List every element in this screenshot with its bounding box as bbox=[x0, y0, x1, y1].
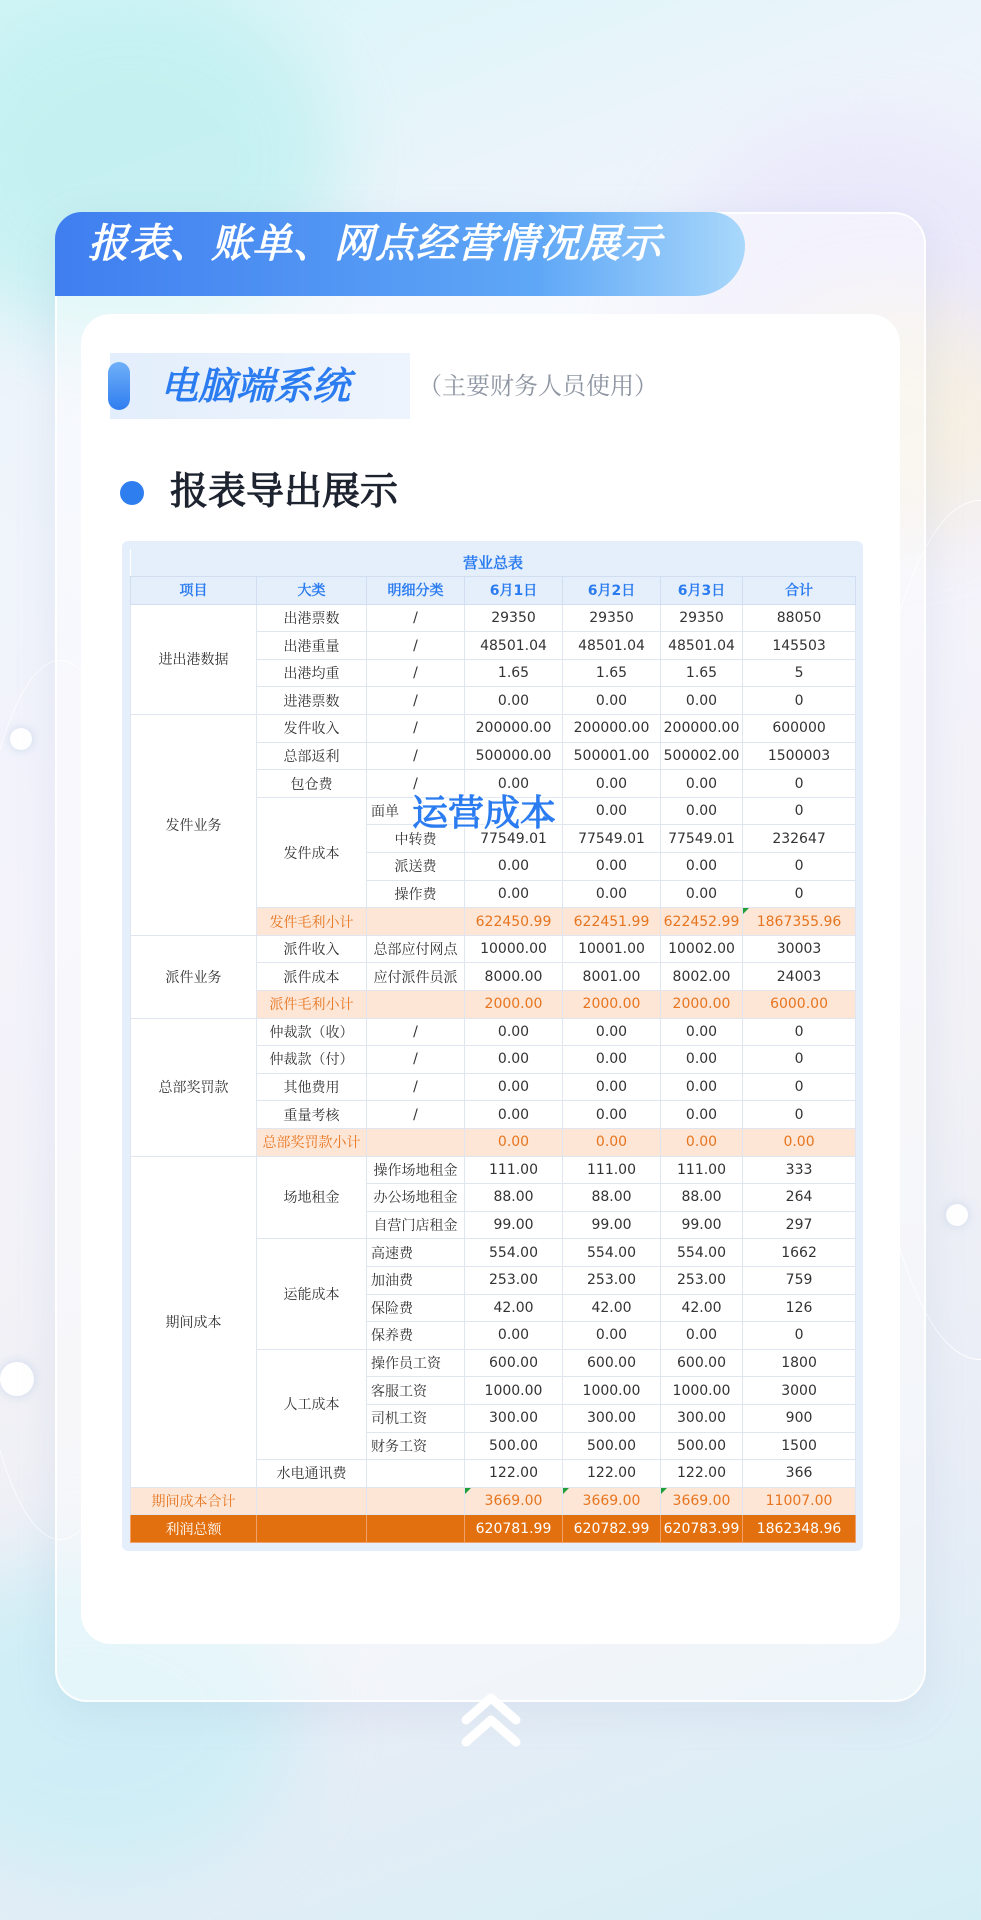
detail-cell: / bbox=[367, 1073, 465, 1101]
value-cell: 111.00 bbox=[563, 1156, 661, 1184]
value-cell: 111.00 bbox=[661, 1156, 743, 1184]
detail-cell: / bbox=[367, 770, 465, 798]
category-cell: 水电通讯费 bbox=[257, 1460, 367, 1488]
value-cell: 1.65 bbox=[563, 659, 661, 687]
group-cell: 进出港数据 bbox=[131, 604, 257, 714]
detail-cell: / bbox=[367, 1046, 465, 1074]
value-cell: 29350 bbox=[465, 604, 563, 632]
category-cell: 仲裁款（收） bbox=[257, 1018, 367, 1046]
detail-cell: / bbox=[367, 1018, 465, 1046]
detail-cell: / bbox=[367, 1101, 465, 1129]
category-cell: 出港均重 bbox=[257, 659, 367, 687]
value-cell: 600.00 bbox=[563, 1349, 661, 1377]
subtotal-total: 6000.00 bbox=[743, 991, 856, 1019]
bg-dot bbox=[946, 1204, 968, 1226]
detail-cell: 总部应付网点 bbox=[367, 935, 465, 963]
detail-cell bbox=[367, 1460, 465, 1488]
overlay-label: 运营成本 bbox=[412, 793, 557, 834]
group-cell: 派件业务 bbox=[131, 935, 257, 1018]
value-cell: 0.00 bbox=[661, 1073, 743, 1101]
value-cell: 600.00 bbox=[661, 1349, 743, 1377]
detail-cell: / bbox=[367, 659, 465, 687]
value-cell: 8000.00 bbox=[465, 963, 563, 991]
empty-cell bbox=[367, 1487, 465, 1515]
value-cell: 88.00 bbox=[661, 1184, 743, 1212]
value-cell: 10001.00 bbox=[563, 935, 661, 963]
total-cell: 0 bbox=[743, 853, 856, 881]
total-cell: 1500 bbox=[743, 1432, 856, 1460]
section-title: 电脑端系统 bbox=[160, 364, 351, 408]
bullet-dot-icon bbox=[120, 481, 144, 505]
detail-cell: 面单 bbox=[367, 797, 465, 825]
value-cell: 1000.00 bbox=[563, 1377, 661, 1405]
total-cell: 333 bbox=[743, 1156, 856, 1184]
value-cell: 0.00 bbox=[563, 1073, 661, 1101]
value-cell: 300.00 bbox=[661, 1404, 743, 1432]
value-cell: 253.00 bbox=[661, 1266, 743, 1294]
total-cell: 0 bbox=[743, 687, 856, 715]
value-cell: 77549.01 bbox=[563, 825, 661, 853]
table-title: 营业总表 bbox=[131, 549, 856, 577]
table-row bbox=[131, 1018, 856, 1046]
subtotal-value: 3669.00 bbox=[661, 1487, 743, 1515]
detail-cell: 操作费 bbox=[367, 880, 465, 908]
value-cell: 0.00 bbox=[465, 770, 563, 798]
value-cell: 10000.00 bbox=[465, 935, 563, 963]
empty-cell bbox=[367, 1515, 465, 1543]
value-cell: 0.00 bbox=[563, 1046, 661, 1074]
value-cell: 500.00 bbox=[465, 1432, 563, 1460]
total-cell: 24003 bbox=[743, 963, 856, 991]
column-header: 大类 bbox=[257, 577, 367, 605]
category-cell: 仲裁款（付） bbox=[257, 1046, 367, 1074]
value-cell: 300.00 bbox=[465, 1404, 563, 1432]
detail-cell: 派送费 bbox=[367, 853, 465, 881]
value-cell: 88.00 bbox=[563, 1184, 661, 1212]
total-row bbox=[131, 1515, 856, 1543]
value-cell: 600.00 bbox=[465, 1349, 563, 1377]
value-cell: 0.00 bbox=[563, 880, 661, 908]
table-title-row bbox=[131, 549, 856, 577]
value-cell: 500001.00 bbox=[563, 742, 661, 770]
value-cell: 0.00 bbox=[661, 853, 743, 881]
value-cell: 0.00 bbox=[563, 853, 661, 881]
category-cell: 派件成本 bbox=[257, 963, 367, 991]
total-cell: 0 bbox=[743, 797, 856, 825]
value-cell: 99.00 bbox=[465, 1211, 563, 1239]
detail-cell: 保养费 bbox=[367, 1322, 465, 1350]
empty-cell bbox=[367, 991, 465, 1019]
total-cell: 759 bbox=[743, 1266, 856, 1294]
category-cell: 其他费用 bbox=[257, 1073, 367, 1101]
value-cell: 200000.00 bbox=[661, 715, 743, 743]
value-cell: 42.00 bbox=[563, 1294, 661, 1322]
group-cell: 发件业务 bbox=[131, 715, 257, 936]
subtotal-row bbox=[131, 1487, 856, 1515]
total-value: 620783.99 bbox=[661, 1515, 743, 1543]
heading: 报表导出展示 bbox=[170, 469, 399, 513]
detail-cell: 高速费 bbox=[367, 1239, 465, 1267]
subtotal-total: 11007.00 bbox=[743, 1487, 856, 1515]
value-cell: 122.00 bbox=[563, 1460, 661, 1488]
value-cell: 0.00 bbox=[563, 770, 661, 798]
empty-cell bbox=[257, 1487, 367, 1515]
value-cell: 500.00 bbox=[563, 1432, 661, 1460]
bg-dot bbox=[0, 1362, 34, 1396]
detail-cell: 操作场地租金 bbox=[367, 1156, 465, 1184]
value-cell: 0.00 bbox=[465, 687, 563, 715]
bg-dot bbox=[10, 728, 32, 750]
section-subtitle: （主要财务人员使用） bbox=[418, 372, 658, 400]
value-cell: 0.00 bbox=[661, 1018, 743, 1046]
value-cell: 0.00 bbox=[661, 1322, 743, 1350]
total-cell: 30003 bbox=[743, 935, 856, 963]
total-cell: 0 bbox=[743, 1046, 856, 1074]
value-cell: 48501.04 bbox=[661, 632, 743, 660]
group-cell: 总部奖罚款 bbox=[131, 1018, 257, 1156]
report-table bbox=[130, 549, 856, 1543]
group-cell: 期间成本 bbox=[131, 1156, 257, 1487]
total-cell: 297 bbox=[743, 1211, 856, 1239]
total-cell: 145503 bbox=[743, 632, 856, 660]
category-cell: 发件成本 bbox=[257, 797, 367, 907]
value-cell: 29350 bbox=[661, 604, 743, 632]
value-cell: 253.00 bbox=[563, 1266, 661, 1294]
value-cell: 42.00 bbox=[661, 1294, 743, 1322]
detail-cell: 自营门店租金 bbox=[367, 1211, 465, 1239]
total-cell: 0 bbox=[743, 1018, 856, 1046]
double-chevron-up-icon[interactable] bbox=[460, 1690, 522, 1750]
subtotal-value: 2000.00 bbox=[563, 991, 661, 1019]
category-cell: 重量考核 bbox=[257, 1101, 367, 1129]
value-cell: 500.00 bbox=[661, 1432, 743, 1460]
value-cell: 8001.00 bbox=[563, 963, 661, 991]
value-cell: 1000.00 bbox=[465, 1377, 563, 1405]
subtotal-label: 总部奖罚款小计 bbox=[257, 1128, 367, 1156]
column-header: 6月2日 bbox=[563, 577, 661, 605]
value-cell: 1.65 bbox=[661, 659, 743, 687]
total-label: 利润总额 bbox=[131, 1515, 257, 1543]
banner-title: 报表、账单、网点经营情况展示 bbox=[88, 221, 662, 267]
value-cell: 0.00 bbox=[563, 1018, 661, 1046]
value-cell: 1.65 bbox=[465, 659, 563, 687]
table-row bbox=[131, 935, 856, 963]
value-cell: 0.00 bbox=[661, 797, 743, 825]
column-header: 合计 bbox=[743, 577, 856, 605]
value-cell: 122.00 bbox=[465, 1460, 563, 1488]
total-value: 620782.99 bbox=[563, 1515, 661, 1543]
value-cell: 0.00 bbox=[661, 1101, 743, 1129]
category-cell: 包仓费 bbox=[257, 770, 367, 798]
value-cell: 48501.04 bbox=[465, 632, 563, 660]
detail-cell: / bbox=[367, 715, 465, 743]
subtotal-total: 1867355.96 bbox=[743, 908, 856, 936]
value-cell: 0.00 bbox=[465, 1046, 563, 1074]
value-cell: 10002.00 bbox=[661, 935, 743, 963]
total-cell: 0 bbox=[743, 1101, 856, 1129]
subtotal-label: 期间成本合计 bbox=[131, 1487, 257, 1515]
subtotal-label: 发件毛利小计 bbox=[257, 908, 367, 936]
value-cell: 300.00 bbox=[563, 1404, 661, 1432]
detail-cell: 应付派件员派 bbox=[367, 963, 465, 991]
subtotal-value: 622452.99 bbox=[661, 908, 743, 936]
total-cell: 0 bbox=[743, 770, 856, 798]
column-header: 项目 bbox=[131, 577, 257, 605]
value-cell: 554.00 bbox=[465, 1239, 563, 1267]
total-cell: 366 bbox=[743, 1460, 856, 1488]
total-cell: 264 bbox=[743, 1184, 856, 1212]
table-header-row bbox=[131, 577, 856, 605]
total-cell: 232647 bbox=[743, 825, 856, 853]
value-cell: 0.00 bbox=[465, 853, 563, 881]
total-cell: 0 bbox=[743, 1322, 856, 1350]
value-cell: 200000.00 bbox=[563, 715, 661, 743]
total-cell: 5 bbox=[743, 659, 856, 687]
total-cell: 0 bbox=[743, 880, 856, 908]
value-cell: 111.00 bbox=[465, 1156, 563, 1184]
value-cell: 8002.00 bbox=[661, 963, 743, 991]
detail-cell: 操作员工资 bbox=[367, 1349, 465, 1377]
total-cell: 3000 bbox=[743, 1377, 856, 1405]
detail-cell: 客服工资 bbox=[367, 1377, 465, 1405]
grand-total: 1862348.96 bbox=[743, 1515, 856, 1543]
subtotal-value: 622450.99 bbox=[465, 908, 563, 936]
table-row bbox=[131, 604, 856, 632]
subtotal-value: 622451.99 bbox=[563, 908, 661, 936]
value-cell: 500002.00 bbox=[661, 742, 743, 770]
value-cell: 253.00 bbox=[465, 1266, 563, 1294]
value-cell: 48501.04 bbox=[563, 632, 661, 660]
category-cell: 出港重量 bbox=[257, 632, 367, 660]
value-cell: 0.00 bbox=[465, 880, 563, 908]
subtotal-value: 0.00 bbox=[661, 1128, 743, 1156]
category-cell: 出港票数 bbox=[257, 604, 367, 632]
empty-cell bbox=[257, 1515, 367, 1543]
total-cell: 1500003 bbox=[743, 742, 856, 770]
detail-cell: / bbox=[367, 632, 465, 660]
value-cell: 554.00 bbox=[563, 1239, 661, 1267]
total-cell: 0 bbox=[743, 1073, 856, 1101]
category-cell: 派件收入 bbox=[257, 935, 367, 963]
total-cell: 600000 bbox=[743, 715, 856, 743]
detail-cell: 办公场地租金 bbox=[367, 1184, 465, 1212]
value-cell: 42.00 bbox=[465, 1294, 563, 1322]
value-cell: 1000.00 bbox=[661, 1377, 743, 1405]
subtotal-label: 派件毛利小计 bbox=[257, 991, 367, 1019]
value-cell: 0.00 bbox=[661, 770, 743, 798]
category-cell: 场地租金 bbox=[257, 1156, 367, 1239]
value-cell: 88.00 bbox=[465, 1184, 563, 1212]
total-cell: 900 bbox=[743, 1404, 856, 1432]
category-cell: 总部返利 bbox=[257, 742, 367, 770]
value-cell: 0.00 bbox=[465, 1322, 563, 1350]
value-cell: 0.00 bbox=[563, 1101, 661, 1129]
detail-cell: 财务工资 bbox=[367, 1432, 465, 1460]
value-cell: 0.00 bbox=[563, 1322, 661, 1350]
value-cell: 77549.01 bbox=[465, 825, 563, 853]
value-cell: 0.00 bbox=[465, 1073, 563, 1101]
total-cell: 1662 bbox=[743, 1239, 856, 1267]
category-cell: 人工成本 bbox=[257, 1349, 367, 1459]
total-cell: 1800 bbox=[743, 1349, 856, 1377]
detail-cell: 司机工资 bbox=[367, 1404, 465, 1432]
value-cell: 554.00 bbox=[661, 1239, 743, 1267]
value-cell: 0.00 bbox=[563, 797, 661, 825]
column-header: 6月1日 bbox=[465, 577, 563, 605]
value-cell: 0.00 bbox=[661, 880, 743, 908]
value-cell: 0.00 bbox=[661, 1046, 743, 1074]
value-cell: 77549.01 bbox=[661, 825, 743, 853]
subtotal-value: 3669.00 bbox=[465, 1487, 563, 1515]
report-table-container bbox=[122, 541, 863, 1551]
value-cell: 99.00 bbox=[563, 1211, 661, 1239]
subtotal-value: 0.00 bbox=[563, 1128, 661, 1156]
value-cell: 500000.00 bbox=[465, 742, 563, 770]
subtotal-value: 2000.00 bbox=[661, 991, 743, 1019]
value-cell: 122.00 bbox=[661, 1460, 743, 1488]
category-cell: 进港票数 bbox=[257, 687, 367, 715]
value-cell: 200000.00 bbox=[465, 715, 563, 743]
subtotal-value: 3669.00 bbox=[563, 1487, 661, 1515]
empty-cell bbox=[367, 1128, 465, 1156]
detail-cell: / bbox=[367, 687, 465, 715]
value-cell: 0.00 bbox=[661, 687, 743, 715]
value-cell: 29350 bbox=[563, 604, 661, 632]
subtotal-value: 2000.00 bbox=[465, 991, 563, 1019]
table-row bbox=[131, 1156, 856, 1184]
total-value: 620781.99 bbox=[465, 1515, 563, 1543]
category-cell: 运能成本 bbox=[257, 1239, 367, 1349]
value-cell: 0.00 bbox=[465, 1101, 563, 1129]
tag-pill-icon bbox=[108, 362, 130, 410]
value-cell: 0.00 bbox=[465, 1018, 563, 1046]
detail-cell: 加油费 bbox=[367, 1266, 465, 1294]
subtotal-total: 0.00 bbox=[743, 1128, 856, 1156]
total-cell: 88050 bbox=[743, 604, 856, 632]
table-row bbox=[131, 715, 856, 743]
value-cell: 0.00 bbox=[563, 687, 661, 715]
subtotal-value: 0.00 bbox=[465, 1128, 563, 1156]
total-cell: 126 bbox=[743, 1294, 856, 1322]
detail-cell: 中转费 bbox=[367, 825, 465, 853]
category-cell: 发件收入 bbox=[257, 715, 367, 743]
value-cell: 99.00 bbox=[661, 1211, 743, 1239]
detail-cell: / bbox=[367, 742, 465, 770]
detail-cell: / bbox=[367, 604, 465, 632]
column-header: 6月3日 bbox=[661, 577, 743, 605]
empty-cell bbox=[367, 908, 465, 936]
column-header: 明细分类 bbox=[367, 577, 465, 605]
detail-cell: 保险费 bbox=[367, 1294, 465, 1322]
